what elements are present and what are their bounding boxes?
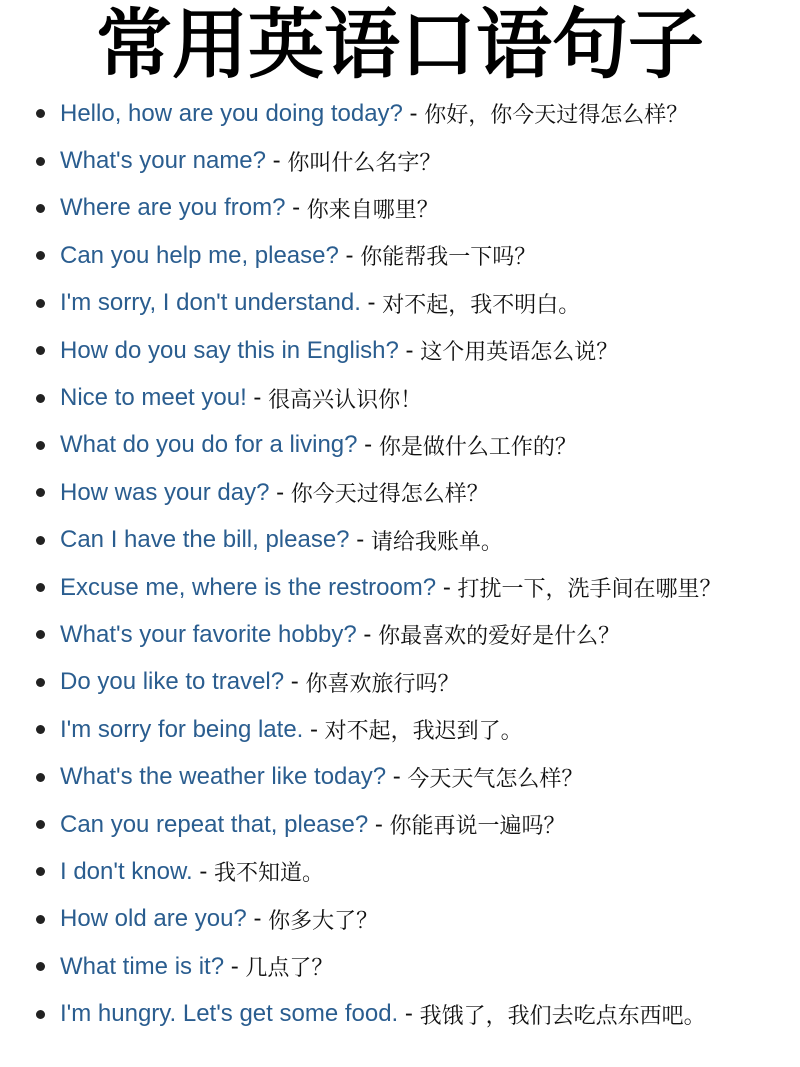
phrase-english: Where are you from? (60, 194, 286, 222)
bullet-icon (36, 204, 45, 213)
phrase-english: I'm sorry, I don't understand. (60, 289, 361, 317)
phrase-separator: - (246, 384, 269, 412)
phrase-chinese: 你最喜欢的爱好是什么？ (378, 624, 621, 650)
phrase-english: What's the weather like today? (60, 763, 387, 791)
phrase-item (0, 137, 800, 184)
phrase-item (0, 374, 800, 421)
bullet-icon (36, 394, 45, 403)
phrase-english: Can you repeat that, please? (60, 810, 369, 838)
phrase-english: Excuse me, where is the restroom? (60, 573, 437, 601)
phrase-chinese: 你多大了？ (268, 908, 379, 934)
phrase-separator: - (285, 194, 307, 222)
bullet-icon (36, 488, 45, 497)
phrase-chinese: 你叫什么名字？ (287, 150, 442, 176)
bullet-icon (36, 962, 45, 971)
phrase-separator: - (192, 857, 214, 885)
phrase-item (0, 327, 800, 374)
bullet-icon (36, 1010, 45, 1019)
bullet-icon (36, 299, 45, 308)
phrase-list (0, 90, 800, 1038)
bullet-icon (36, 536, 45, 545)
phrase-item (0, 659, 800, 706)
phrase-english: What time is it? (60, 952, 225, 980)
page-title: 常用英语口语句子 (96, 0, 704, 89)
phrase-chinese: 你好，你今天过得怎么样？ (424, 103, 689, 129)
phrase-chinese: 我饿了，我们去吃点东西吧。 (419, 1003, 706, 1029)
phrase-item (0, 943, 800, 990)
phrase-separator: - (303, 715, 325, 743)
phrase-chinese: 很高兴认识你！ (268, 387, 423, 413)
phrase-item (0, 469, 800, 516)
phrase-item (0, 848, 800, 895)
bullet-icon (36, 346, 45, 355)
phrase-english: Can I have the bill, please? (60, 526, 350, 554)
phrase-english: Can you help me, please? (60, 241, 339, 269)
phrase-item (0, 280, 800, 327)
phrase-english: Nice to meet you! (60, 384, 247, 412)
phrase-chinese: 你来自哪里？ (306, 197, 439, 223)
bullet-icon (36, 157, 45, 166)
phrase-chinese: 这个用英语怎么说？ (420, 340, 619, 366)
bullet-icon (36, 915, 45, 924)
phrase-separator: - (436, 573, 458, 601)
bullet-icon (36, 725, 45, 734)
phrase-separator: - (368, 810, 390, 838)
phrase-english: I'm hungry. Let's get some food. (60, 1000, 399, 1028)
phrase-item (0, 564, 800, 611)
phrase-item (0, 185, 800, 232)
phrase-separator: - (338, 241, 361, 269)
phrase-separator: - (386, 763, 408, 791)
phrase-item (0, 90, 800, 137)
phrase-separator: - (224, 952, 246, 980)
phrase-separator: - (402, 99, 425, 127)
phrase-chinese: 对不起，我迟到了。 (324, 719, 523, 745)
phrase-english: What's your name? (60, 147, 267, 175)
phrase-chinese: 几点了？ (245, 956, 334, 982)
bullet-icon (36, 630, 45, 639)
phrase-separator: - (284, 668, 306, 696)
phrase-item (0, 706, 800, 753)
bullet-icon (36, 583, 45, 592)
phrase-item (0, 611, 800, 658)
phrase-chinese: 对不起，我不明白。 (382, 292, 581, 318)
phrase-english: I don't know. (60, 857, 193, 885)
phrase-separator: - (398, 336, 421, 364)
phrase-english: How old are you? (60, 905, 247, 933)
bullet-icon (36, 251, 45, 260)
phrase-separator: - (357, 431, 379, 459)
phrase-separator: - (398, 1000, 420, 1028)
phrase-chinese: 你是做什么工作的？ (378, 434, 577, 460)
phrase-chinese: 你能帮我一下吗？ (360, 245, 537, 271)
phrase-separator: - (360, 289, 383, 317)
bullet-icon (36, 109, 45, 118)
phrase-english: What's your favorite hobby? (60, 620, 357, 648)
bullet-icon (36, 678, 45, 687)
phrase-separator: - (269, 478, 291, 506)
phrase-separator: - (349, 526, 371, 554)
bullet-icon (36, 441, 45, 450)
phrase-item (0, 232, 800, 279)
bullet-icon (36, 867, 45, 876)
phrase-item (0, 517, 800, 564)
phrase-separator: - (356, 620, 379, 648)
phrase-item (0, 801, 800, 848)
phrase-chinese: 今天天气怎么样？ (407, 766, 584, 792)
phrase-separator: - (266, 147, 288, 175)
phrase-chinese: 你今天过得怎么样？ (290, 482, 489, 508)
phrase-item (0, 896, 800, 943)
phrase-item (0, 753, 800, 800)
phrase-english: Hello, how are you doing today? (60, 99, 403, 127)
phrase-english: I'm sorry for being late. (60, 715, 304, 743)
phrase-chinese: 你喜欢旅行吗？ (305, 671, 460, 697)
phrase-english: Do you like to travel? (60, 668, 285, 696)
phrase-item (0, 990, 800, 1037)
phrase-chinese: 你能再说一遍吗？ (389, 814, 566, 840)
bullet-icon (36, 820, 45, 829)
phrase-english: How do you say this in English? (60, 336, 399, 364)
phrase-separator: - (246, 905, 269, 933)
phrase-item (0, 422, 800, 469)
phrase-english: How was your day? (60, 478, 270, 506)
phrase-english: What do you do for a living? (60, 431, 358, 459)
phrase-chinese: 打扰一下，洗手间在哪里？ (457, 577, 722, 603)
phrase-chinese: 我不知道。 (214, 861, 325, 887)
phrase-chinese: 请给我账单。 (370, 529, 503, 555)
bullet-icon (36, 773, 45, 782)
